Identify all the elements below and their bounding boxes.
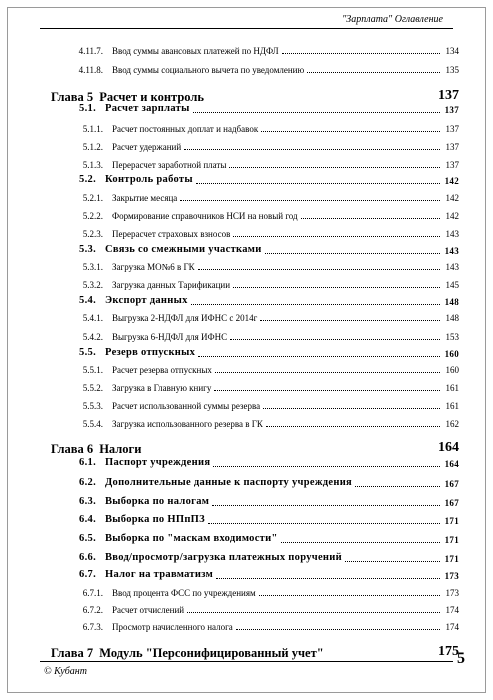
toc-entry-number: 5.2.1.: [82, 193, 103, 203]
toc-subsection-entry[interactable]: [0, 66, 493, 75]
toc-entry-title: Ввод/просмотр/загрузка платежных поручений: [105, 552, 342, 563]
toc-dot-leader: [233, 236, 440, 237]
toc-entry-page: 137: [445, 124, 459, 134]
toc-entry-title: Загрузка в Главную книгу: [112, 383, 212, 393]
header-rule: [40, 28, 453, 29]
toc-dot-leader: [229, 167, 440, 168]
running-header: "Зарплата" Оглавление: [342, 14, 443, 25]
toc-entry-title: Перерасчет страховых взносов: [112, 229, 231, 239]
toc-entry-number: 5.2.3.: [82, 229, 103, 239]
toc-section-entry[interactable]: [0, 515, 493, 526]
toc-section-entry[interactable]: [0, 478, 493, 489]
toc-subsection-entry[interactable]: [0, 366, 493, 375]
toc-entry-page: 174: [445, 622, 459, 632]
toc-entry-page: 142: [445, 193, 459, 203]
toc-section-entry[interactable]: [0, 534, 493, 545]
toc-entry-number: 5.4.1.: [82, 313, 103, 323]
toc-subsection-entry[interactable]: [0, 402, 493, 411]
toc-entry-number: 5.4.2.: [82, 332, 103, 342]
toc-entry-number: 5.2.2.: [82, 211, 103, 221]
toc-subsection-entry[interactable]: [0, 333, 493, 342]
toc-entry-title: Резерв отпускных: [105, 347, 196, 358]
toc-chapter-entry[interactable]: [0, 441, 493, 455]
toc-entry-title: Перерасчет заработной платы: [112, 160, 227, 170]
toc-entry-page: 143: [445, 262, 459, 272]
toc-entry-title: Расчет использованной суммы резерва: [112, 401, 261, 411]
toc-entry-number: 5.5.: [79, 347, 96, 358]
toc-dot-leader: [307, 72, 440, 73]
toc-entry-title: Ввод процента ФСС по учреждениям: [112, 588, 256, 598]
toc-entry-page: 137: [445, 160, 459, 170]
toc-entry-number: 5.2.: [79, 174, 96, 185]
toc-entry-number: 6.7.2.: [82, 605, 103, 615]
toc-entry-title: Налоги: [99, 441, 142, 456]
toc-entry-number: 5.3.2.: [82, 280, 103, 290]
toc-dot-leader: [301, 218, 440, 219]
toc-chapter-entry[interactable]: [0, 89, 493, 103]
toc-entry-page: 137: [438, 88, 459, 103]
toc-subsection-entry[interactable]: [0, 314, 493, 323]
toc-dot-leader: [198, 356, 440, 357]
toc-entry-number: 5.5.3.: [82, 401, 103, 411]
toc-entry-title: Налог на травматизм: [105, 569, 214, 580]
toc-subsection-entry[interactable]: [0, 161, 493, 170]
toc-dot-leader: [261, 131, 440, 132]
toc-entry-number: 6.7.: [79, 569, 96, 580]
toc-dot-leader: [208, 523, 440, 524]
toc-entry-title: Расчет зарплаты: [105, 103, 190, 114]
toc-entry-page: 148: [445, 313, 459, 323]
toc-entry-page: 171: [444, 515, 459, 526]
toc-entry-page: 135: [445, 65, 459, 75]
toc-entry-page: 161: [445, 383, 459, 393]
toc-entry-title: Формирование справочников НСИ на новый год: [112, 211, 298, 221]
toc-subsection-entry[interactable]: [0, 194, 493, 203]
toc-entry-page: 161: [445, 401, 459, 411]
copyright-text: © Кубант: [44, 666, 87, 677]
toc-dot-leader: [233, 287, 440, 288]
toc-entry-number: 6.3.: [79, 496, 96, 507]
toc-dot-leader: [198, 269, 440, 270]
toc-entry-number: 5.1.: [79, 103, 96, 114]
toc-entry-title: Связь со смежными участками: [105, 244, 262, 255]
toc-subsection-entry[interactable]: [0, 263, 493, 272]
toc-entry-number: 5.3.1.: [82, 262, 103, 272]
toc-entry-number: 6.1.: [79, 457, 96, 468]
toc-entry-number: 6.7.3.: [82, 622, 103, 632]
toc-dot-leader: [214, 390, 440, 391]
toc-entry-title: Выгрузка 6-НДФЛ для ИФНС: [112, 332, 228, 342]
toc-dot-leader: [212, 505, 440, 506]
toc-entry-page: 174: [445, 605, 459, 615]
toc-subsection-entry[interactable]: [0, 143, 493, 152]
toc-entry-page: 160: [445, 365, 459, 375]
toc-subsection-entry[interactable]: [0, 212, 493, 221]
toc-entry-number: 5.5.2.: [82, 383, 103, 393]
toc-section-entry[interactable]: [0, 553, 493, 564]
toc-entry-number: 5.3.: [79, 244, 96, 255]
toc-section-entry[interactable]: [0, 497, 493, 508]
toc-entry-page: 162: [445, 419, 459, 429]
toc-entry-title: Загрузка использованного резерва в ГК: [112, 419, 263, 429]
toc-entry-title: Расчет постоянных доплат и надбавок: [112, 124, 259, 134]
toc-dot-leader: [282, 53, 440, 54]
toc-entry-number: 6.5.: [79, 533, 96, 544]
toc-entry-number: Глава 6: [51, 441, 94, 456]
toc-subsection-entry[interactable]: [0, 623, 493, 632]
toc-entry-title: Загрузка МО№6 в ГК: [112, 262, 195, 272]
toc-entry-title: Просмотр начисленного налога: [112, 622, 233, 632]
toc-section-entry[interactable]: [0, 245, 493, 256]
toc-entry-title: Контроль работы: [105, 174, 193, 185]
toc-dot-leader: [345, 561, 440, 562]
toc-entry-page: 143: [444, 245, 459, 256]
toc-entry-title: Выборка по налогам: [105, 496, 210, 507]
toc-entry-page: 142: [445, 211, 459, 221]
toc-section-entry[interactable]: [0, 348, 493, 359]
toc-entry-page: 171: [444, 534, 459, 545]
toc-entry-page: 160: [444, 348, 459, 359]
toc-entry-title: Расчет отчислений: [112, 605, 185, 615]
toc-dot-leader: [355, 486, 440, 487]
toc-dot-leader: [215, 372, 440, 373]
toc-dot-leader: [213, 466, 440, 467]
toc-dot-leader: [180, 200, 440, 201]
toc-dot-leader: [259, 595, 440, 596]
toc-subsection-entry[interactable]: [0, 125, 493, 134]
toc-entry-number: 5.1.2.: [82, 142, 103, 152]
toc-entry-title: Ввод суммы авансовых платежей по НДФЛ: [112, 46, 279, 56]
toc-entry-title: Выборка по НПпПЗ: [105, 514, 205, 525]
toc-entry-number: 5.4.: [79, 295, 96, 306]
footer-rule: [40, 661, 453, 662]
toc-entry-title: Расчет удержаний: [112, 142, 182, 152]
toc-entry-number: 4.11.7.: [78, 46, 103, 56]
toc-dot-leader: [196, 183, 440, 184]
toc-entry-title: Выгрузка 2-НДФЛ для ИФНС с 2014г: [112, 313, 258, 323]
toc-entry-page: 137: [444, 104, 459, 115]
toc-subsection-entry[interactable]: [0, 47, 493, 56]
toc-subsection-entry[interactable]: [0, 589, 493, 598]
toc-entry-page: 167: [444, 478, 459, 489]
toc-dot-leader: [281, 542, 440, 543]
toc-dot-leader: [187, 612, 440, 613]
toc-section-entry[interactable]: [0, 175, 493, 186]
toc-entry-page: 145: [445, 280, 459, 290]
toc-entry-page: 171: [444, 553, 459, 564]
toc-entry-number: 6.2.: [79, 477, 96, 488]
toc-section-entry[interactable]: [0, 104, 493, 115]
toc-entry-number: Глава 5: [51, 89, 94, 104]
toc-dot-leader: [260, 320, 440, 321]
toc-entry-title: Расчет и контроль: [99, 89, 205, 104]
toc-entry-title: Экспорт данных: [105, 295, 188, 306]
toc-entry-title: Ввод суммы социального вычета по уведомлению: [112, 65, 305, 75]
toc-entry-number: 6.7.1.: [82, 588, 103, 598]
toc-entry-page: 173: [445, 588, 459, 598]
toc-entry-page: 164: [438, 440, 459, 455]
toc-dot-leader: [263, 408, 440, 409]
toc-entry-number: 6.4.: [79, 514, 96, 525]
toc-dot-leader: [191, 304, 440, 305]
toc-entry-page: 148: [444, 296, 459, 307]
toc-dot-leader: [266, 426, 440, 427]
toc-entry-title: Загрузка данных Тарификации: [112, 280, 231, 290]
toc-entry-title: Расчет резерва отпускных: [112, 365, 212, 375]
toc-entry-page: 143: [445, 229, 459, 239]
toc-entry-page: 175: [438, 644, 459, 659]
toc-section-entry[interactable]: [0, 296, 493, 307]
page-number: 5: [457, 650, 465, 667]
toc-dot-leader: [265, 253, 440, 254]
toc-section-entry[interactable]: [0, 570, 493, 581]
toc-entry-page: 153: [445, 332, 459, 342]
toc-dot-leader: [230, 339, 440, 340]
toc-dot-leader: [236, 629, 440, 630]
toc-dot-leader: [184, 149, 440, 150]
toc-entry-title: Паспорт учреждения: [105, 457, 211, 468]
toc-entry-number: 4.11.8.: [78, 65, 103, 75]
toc-entry-number: 5.1.3.: [82, 160, 103, 170]
toc-entry-title: Закрытие месяца: [112, 193, 178, 203]
toc-entry-page: 142: [444, 175, 459, 186]
toc-entry-page: 173: [444, 570, 459, 581]
toc-dot-leader: [193, 112, 440, 113]
toc-dot-leader: [216, 578, 440, 579]
toc-entry-number: 5.1.1.: [82, 124, 103, 134]
toc-subsection-entry[interactable]: [0, 230, 493, 239]
toc-entry-number: 6.6.: [79, 552, 96, 563]
toc-entry-page: 137: [445, 142, 459, 152]
toc-section-entry[interactable]: [0, 458, 493, 469]
toc-entry-page: 167: [444, 497, 459, 508]
toc-chapter-entry[interactable]: [0, 645, 493, 659]
toc-entry-page: 164: [444, 458, 459, 469]
toc-entry-title: Дополнительные данные к паспорту учреждения: [105, 477, 353, 488]
toc-entry-title: Выборка по "маскам входимости": [105, 533, 278, 544]
toc-subsection-entry[interactable]: [0, 606, 493, 615]
toc-entry-number: 5.5.4.: [82, 419, 103, 429]
toc-entry-page: 134: [445, 46, 459, 56]
toc-subsection-entry[interactable]: [0, 281, 493, 290]
toc-entry-number: Глава 7: [51, 645, 94, 660]
toc-entry-number: 5.5.1.: [82, 365, 103, 375]
toc-subsection-entry[interactable]: [0, 420, 493, 429]
toc-subsection-entry[interactable]: [0, 384, 493, 393]
toc-entry-title: Модуль "Персонифицированный учет": [99, 645, 324, 660]
